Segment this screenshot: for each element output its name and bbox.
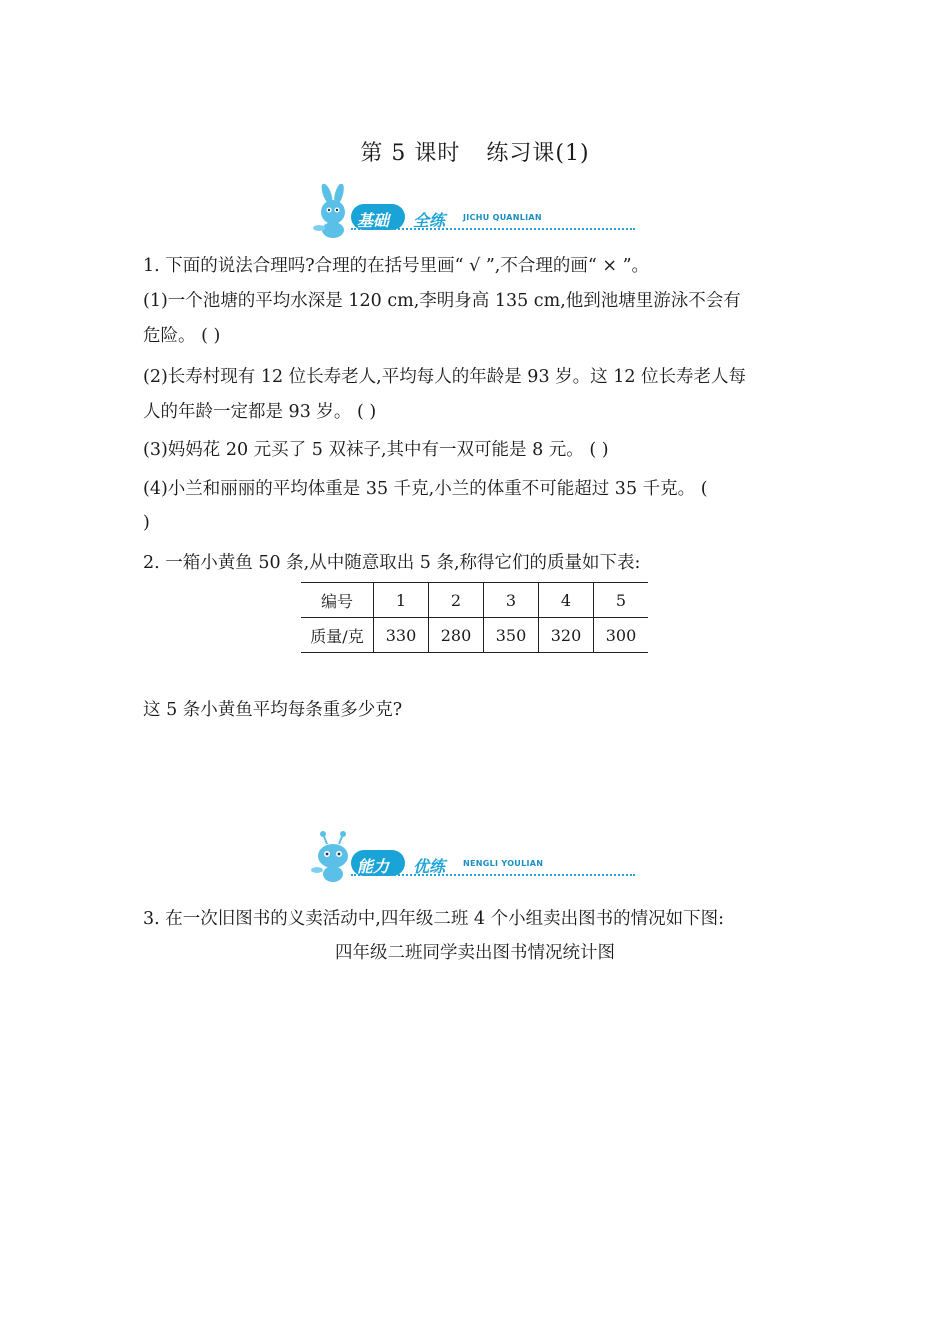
table-cell: 330 — [374, 618, 429, 653]
banner-divider — [351, 874, 635, 876]
lesson-number: 第 5 课时 — [360, 141, 461, 166]
banner-label-a: 基础 — [357, 211, 390, 230]
question-3-stem: 3. 在一次旧图书的义卖活动中,四年级二班 4 个小组卖出图书的情况如下图: — [143, 909, 724, 929]
table-cell: 5 — [594, 583, 649, 618]
question-1-item-3: (3)妈妈花 20 元买了 5 双袜子,其中有一双可能是 8 元。 ( ) — [143, 440, 609, 460]
table-cell: 320 — [539, 618, 594, 653]
table-cell: 300 — [594, 618, 649, 653]
fish-weight-table — [301, 582, 648, 653]
page-title — [0, 136, 950, 167]
chart-title: 四年级二班同学卖出图书情况统计图 — [335, 943, 615, 963]
table-row — [301, 618, 648, 653]
table-cell: 3 — [484, 583, 539, 618]
question-1-item-4: (4)小兰和丽丽的平均体重是 35 千克,小兰的体重不可能超过 35 千克。 ( — [143, 479, 708, 499]
table-cell: 350 — [484, 618, 539, 653]
banner-subtitle: NENGLI YOULIAN — [463, 859, 544, 868]
banner-subtitle: JICHU QUANLIAN — [463, 213, 542, 222]
question-1-item-2: (2)长寿村现有 12 位长寿老人,平均每人的年龄是 93 岁。这 12 位长寿老人每 — [143, 367, 747, 387]
table-cell: 2 — [429, 583, 484, 618]
question-1-item-1: (1)一个池塘的平均水深是 120 cm,李明身高 135 cm,他到池塘里游泳不会有 — [143, 291, 741, 311]
table-row — [301, 583, 648, 618]
banner-label-a: 能力 — [357, 857, 390, 876]
banner-label-b: 优练 — [413, 857, 446, 876]
question-1-item-2-cont: 人的年龄一定都是 93 岁。 ( ) — [143, 402, 377, 422]
question-2-ask: 这 5 条小黄鱼平均每条重多少克? — [143, 700, 403, 720]
table-cell: 1 — [374, 583, 429, 618]
banner-label-b: 全练 — [413, 211, 446, 230]
banner-divider — [351, 228, 635, 230]
table-cell: 4 — [539, 583, 594, 618]
lesson-name: 练习课(1) — [486, 141, 590, 166]
section-banner-basic — [305, 184, 635, 240]
table-row-header: 编号 — [301, 583, 374, 618]
question-2-stem: 2. 一箱小黄鱼 50 条,从中随意取出 5 条,称得它们的质量如下表: — [143, 553, 641, 573]
question-1-item-4-cont: ) — [143, 513, 150, 533]
question-1-item-1-cont: 危险。 ( ) — [143, 326, 221, 346]
question-1-stem: 1. 下面的说法合理吗?合理的在括号里画“ √ ”,不合理的画“ × ”。 — [143, 256, 650, 276]
table-row-header: 质量/克 — [301, 618, 374, 653]
table-cell: 280 — [429, 618, 484, 653]
section-banner-ability — [305, 830, 635, 886]
